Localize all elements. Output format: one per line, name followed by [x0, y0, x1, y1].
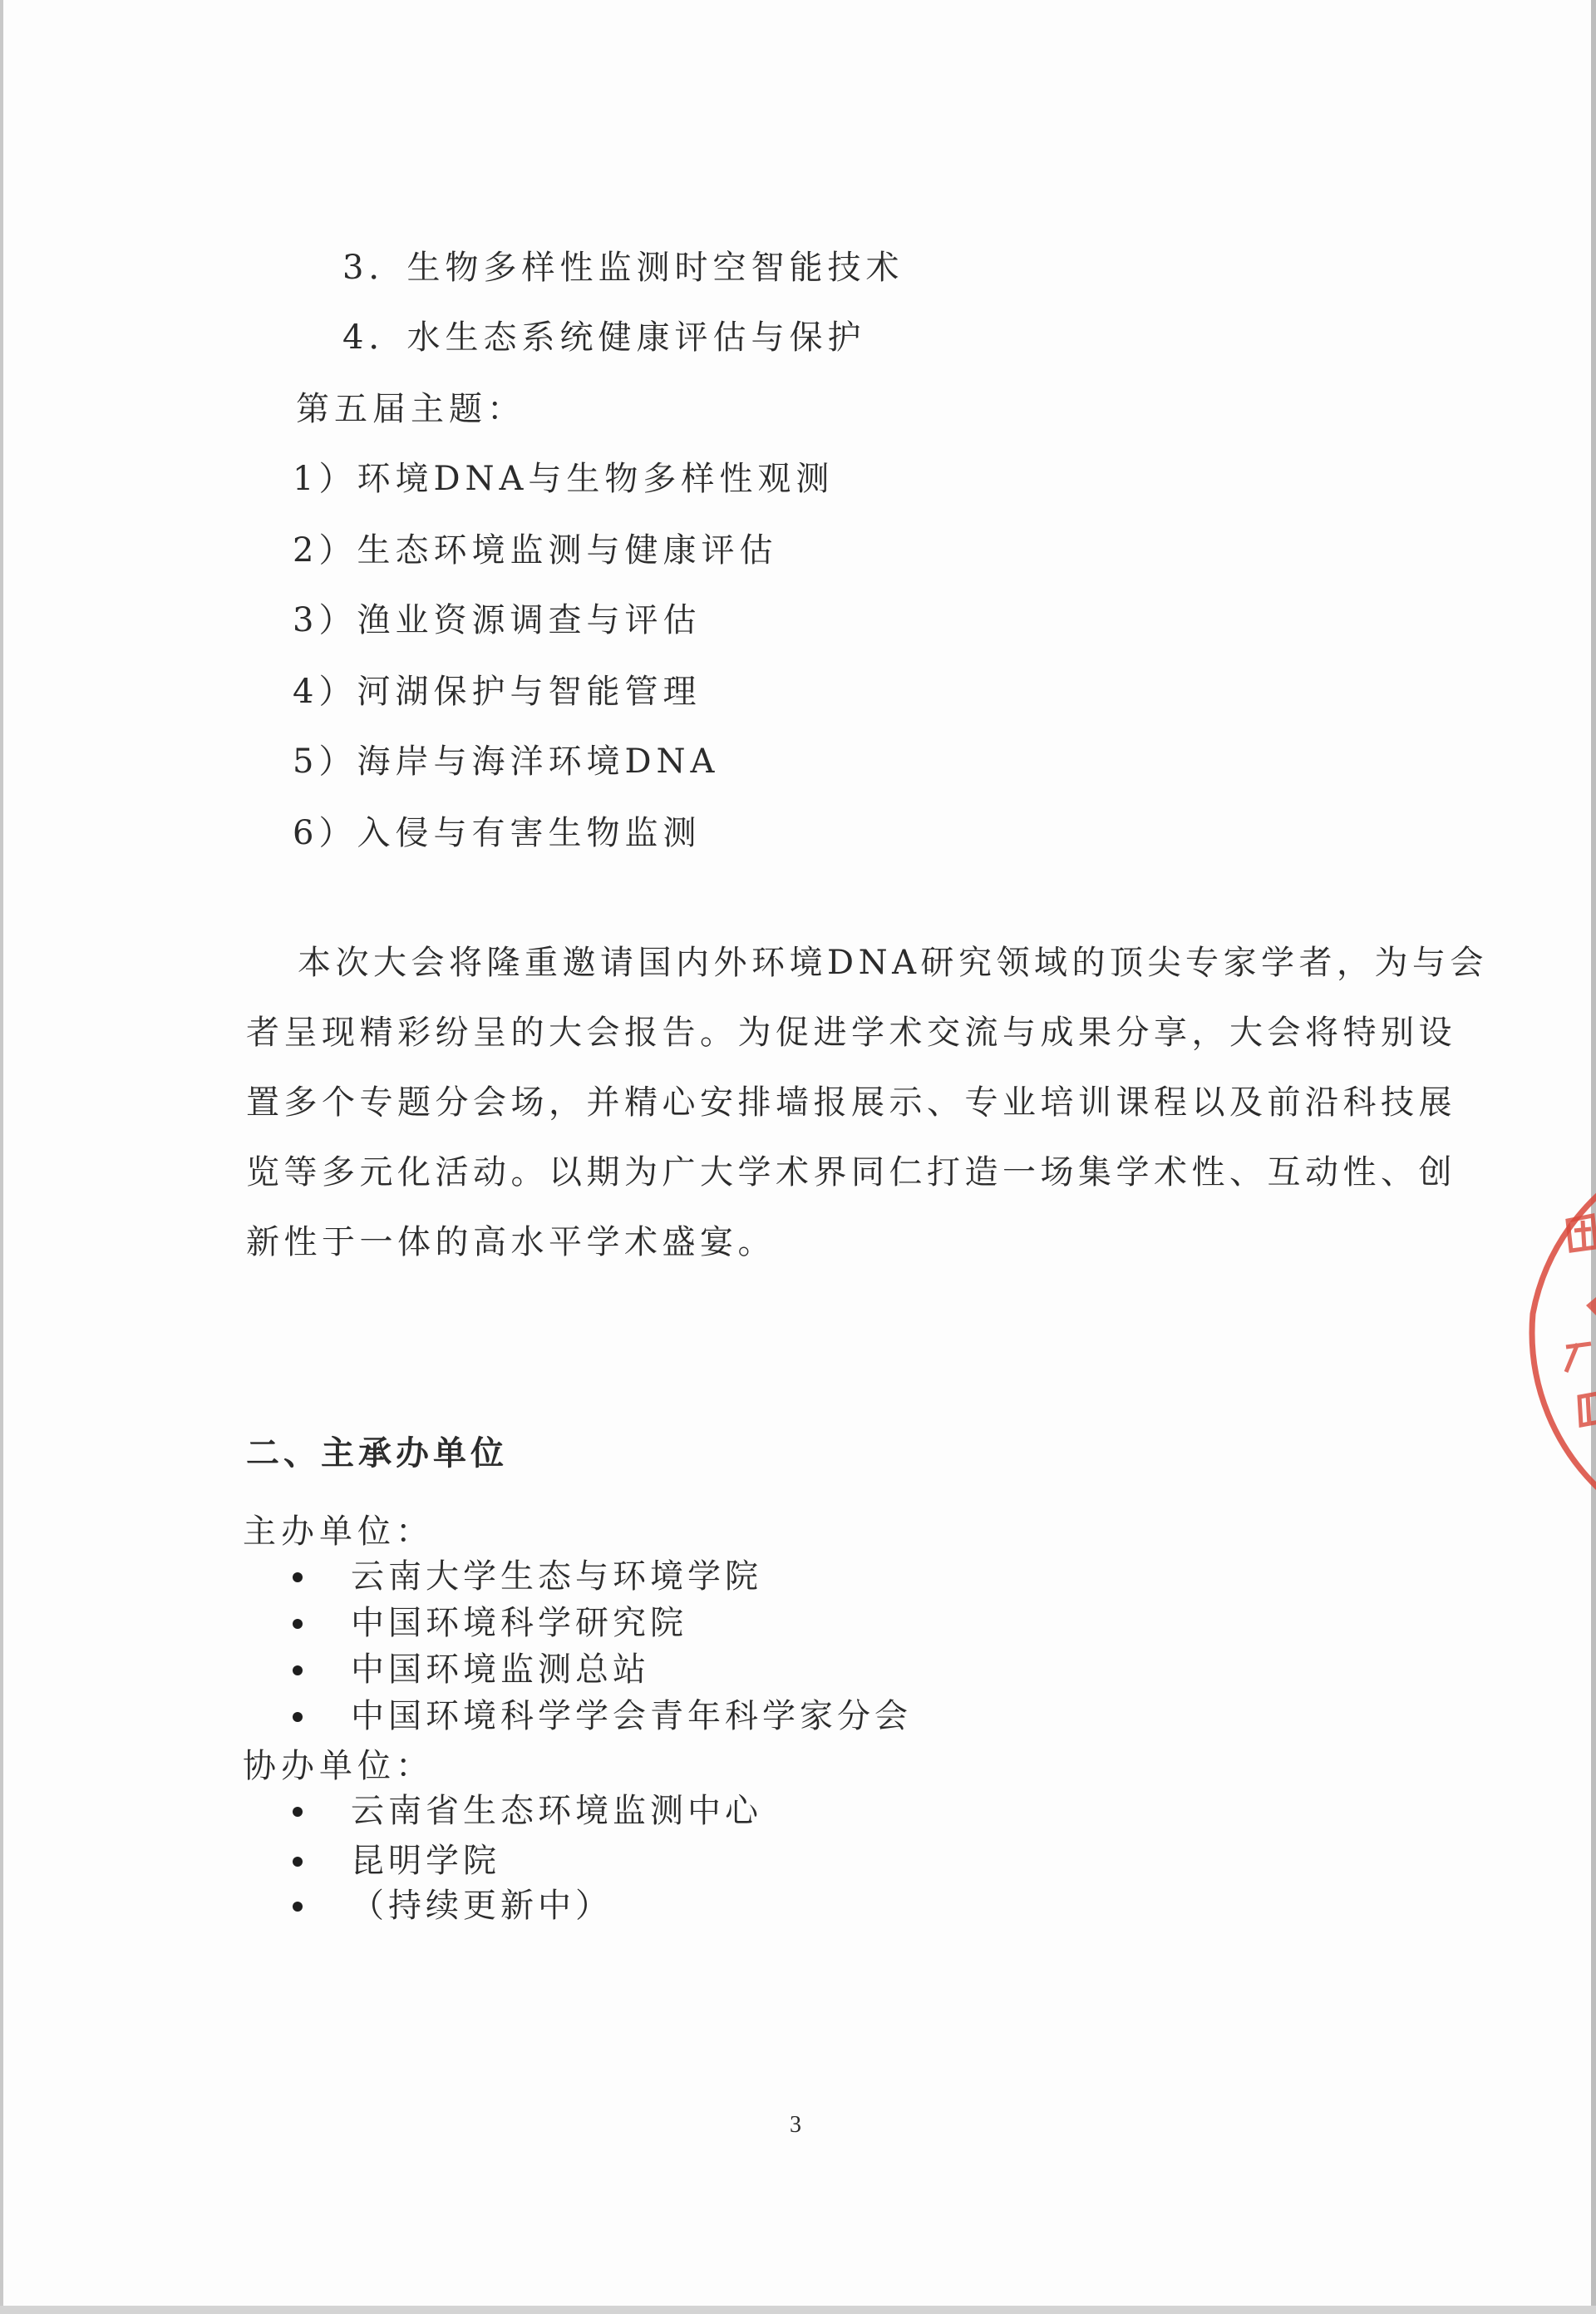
- bullet-icon: [293, 1807, 303, 1817]
- host-name: 云南大学生态与环境学院: [351, 1557, 762, 1596]
- official-seal-stamp: [1516, 1147, 1596, 1522]
- intro-line: 置多个专题分会场，并精心安排墙报展示、专业培训课程以及前沿科技展: [246, 1083, 1456, 1122]
- co-host-name: （持续更新中）: [351, 1887, 613, 1925]
- host-label: 主办单位：: [243, 1512, 434, 1551]
- intro-line: 者呈现精彩纷呈的大会报告。为促进学术交流与成果分享，大会将特别设: [246, 1014, 1456, 1052]
- theme5-item: 6）入侵与有害生物监测: [293, 814, 702, 852]
- co-host-label: 协办单位：: [243, 1747, 434, 1785]
- host-name: 中国环境科学研究院: [351, 1604, 687, 1642]
- scan-edge-bottom: [0, 2306, 1596, 2314]
- section-heading: 二、主承办单位: [246, 1434, 508, 1473]
- bullet-icon: [293, 1572, 303, 1582]
- theme5-item: 4）河湖保护与智能管理: [293, 673, 702, 711]
- page-number: 3: [790, 2112, 801, 2138]
- bullet-icon: [293, 1857, 303, 1867]
- theme-item-4: 4．水生态系统健康评估与保护: [342, 318, 866, 357]
- bullet-icon: [293, 1712, 303, 1722]
- theme5-item: 2）生态环境监测与健康评估: [293, 531, 778, 570]
- theme5-title: 第五届主题：: [296, 390, 525, 428]
- bullet-icon: [293, 1619, 303, 1629]
- bullet-icon: [293, 1665, 303, 1675]
- intro-paragraph: [246, 928, 1488, 1277]
- host-name: 中国环境科学学会青年科学家分会: [351, 1697, 912, 1735]
- theme5-item: 5）海岸与海洋环境DNA: [293, 743, 720, 781]
- intro-line: 览等多元化活动。以期为广大学术界同仁打造一场集学术性、互动性、创: [246, 1153, 1456, 1192]
- intro-line: 本次大会将隆重邀请国内外环境DNA研究领域的顶尖专家学者，为与会: [298, 944, 1488, 982]
- co-host-name: 云南省生态环境监测中心: [351, 1792, 762, 1830]
- bullet-icon: [293, 1902, 303, 1912]
- co-host-name: 昆明学院: [351, 1842, 500, 1880]
- theme5-item: 1）环境DNA与生物多样性观测: [293, 460, 835, 498]
- intro-line: 新性于一体的高水平学术盛宴。: [246, 1223, 776, 1261]
- host-name: 中国环境监测总站: [351, 1650, 650, 1689]
- theme5-item: 3）渔业资源调查与评估: [293, 601, 702, 639]
- scan-edge-left: [0, 0, 3, 2314]
- theme-item-3: 3．生物多样性监测时空智能技术: [342, 249, 904, 287]
